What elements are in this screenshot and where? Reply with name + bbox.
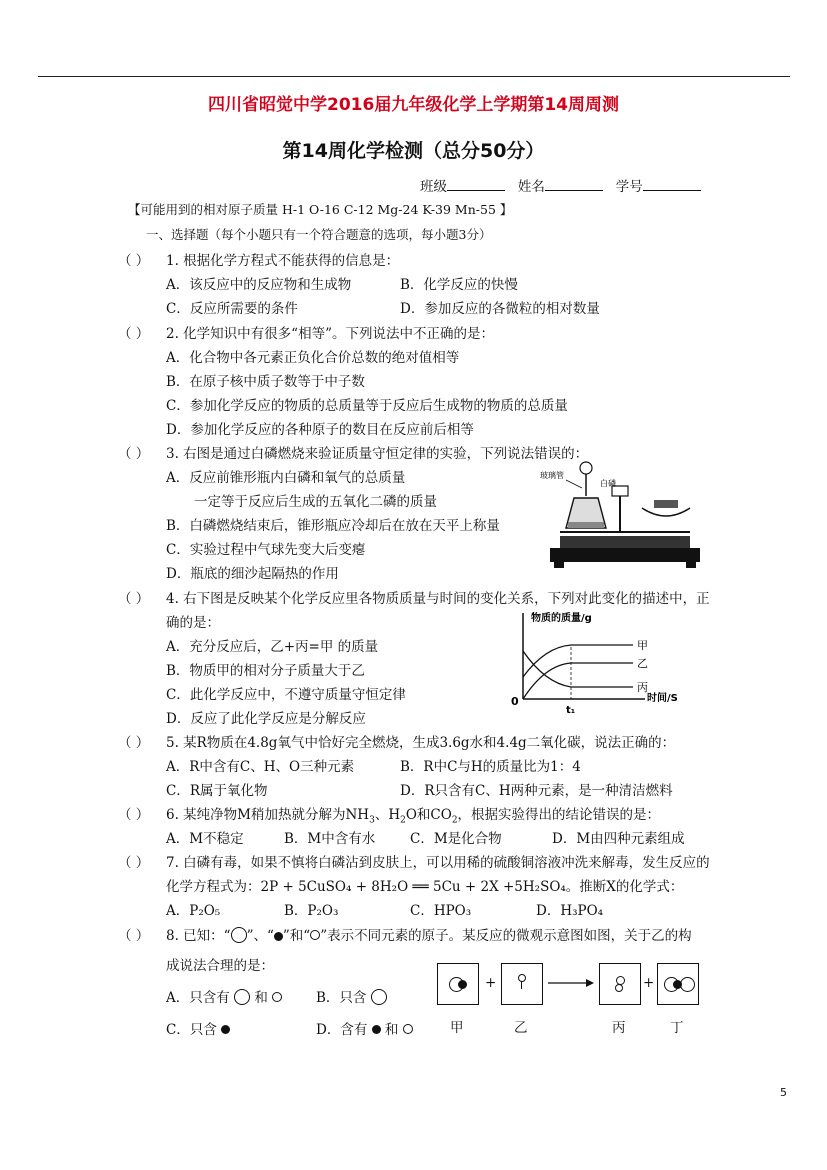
q8-option-c[interactable]: C．只含: [166, 1018, 230, 1038]
chart-legend-bing: 丙: [637, 681, 648, 694]
large-white-atom-icon: [680, 977, 695, 992]
answer-paren-q2[interactable]: （ ）: [118, 326, 150, 342]
q6-option-d[interactable]: D．M由四种元素组成: [552, 831, 685, 847]
answer-paren-q3[interactable]: （ ）: [118, 446, 150, 462]
q2-stem: 2. 化学知识中有很多“相等”。下列说法中不正确的是：: [166, 326, 494, 342]
atomic-masses: 【可能用到的相对原子质量 H-1 O-16 C-12 Mg-24 K-39 Mn-55 】: [128, 202, 513, 217]
chart-legend-yi: 乙: [637, 657, 648, 670]
q5-stem: 5. 某R物质在4.8g氧气中恰好完全燃烧，生成3.6g水和4.4g二氧化碳，说法正确的：: [166, 735, 676, 751]
top-rule: [38, 76, 790, 77]
q4-option-c[interactable]: C．此化学反应中，不遵守质量守恒定律: [166, 687, 406, 703]
box-bing: [599, 963, 641, 1005]
small-white-atom-icon: [403, 1024, 413, 1034]
chart-t1-label: t₁: [566, 705, 576, 716]
q2-option-a[interactable]: A．化合物中各元素正负化合价总数的绝对值相等: [166, 350, 460, 366]
box-ding: [657, 963, 699, 1005]
large-white-atom-icon: [371, 989, 387, 1005]
q5-option-c[interactable]: C．R属于氧化物: [166, 783, 268, 799]
q8-stem: [166, 924, 692, 944]
student-info-fields: [420, 175, 701, 195]
white-phosphorus-label: 白磷: [600, 479, 616, 488]
q2-option-c[interactable]: C．参加化学反应的物质的总质量等于反应后生成物的物质的总质量: [166, 398, 568, 414]
q4-option-d[interactable]: D．反应了此化学反应是分解反应: [166, 711, 366, 727]
small-white-atom-icon: [518, 974, 526, 982]
small-white-atom-icon: [615, 984, 623, 992]
name-label: 姓名: [517, 179, 545, 195]
q7-stem: 7. 白磷有毒，如果不慎将白磷沾到皮肤上，可以用稀的硫酸铜溶液冲洗来解毒，发生反应的: [166, 855, 710, 871]
q3-option-a-cont: 一定等于反应后生成的五氧化二磷的质量: [194, 494, 437, 510]
q4-stem-cont: 确的是：: [166, 615, 220, 631]
q7-option-d[interactable]: D．H₃PO₄: [536, 903, 604, 919]
reaction-arrow-icon: [548, 978, 594, 988]
q8-stem-sep1: ”、“: [246, 928, 274, 944]
label-jia: 甲: [450, 1020, 464, 1036]
q7-option-c[interactable]: C．HPO₃: [410, 903, 472, 919]
chart-legend-jia: 甲: [637, 639, 648, 652]
class-blank[interactable]: [447, 178, 505, 191]
answer-paren-q1[interactable]: （ ）: [118, 253, 150, 269]
q3-stem: 3. 右图是通过白磷燃烧来验证质量守恒定律的实验，下列说法错误的：: [166, 446, 589, 462]
q1-option-d[interactable]: D．参加反应的各微粒的相对数量: [400, 301, 600, 317]
chart-series-jia-line: [523, 645, 633, 677]
school-title: 四川省昭觉中学2016届九年级化学上学期第14周周测: [208, 95, 619, 115]
large-white-atom-icon: [231, 927, 247, 943]
plus-sign: +: [643, 975, 655, 991]
q8-stem-pre: 8. 已知：“: [166, 928, 231, 944]
q6-option-a[interactable]: A．M不稳定: [166, 831, 244, 847]
q3-option-c[interactable]: C．实验过程中气球先变大后变瘪: [166, 542, 366, 558]
number-label: 学号: [615, 179, 643, 195]
black-atom-icon: [274, 932, 283, 941]
q4-option-a[interactable]: A．充分反应后，乙+丙=甲 的质量: [166, 639, 379, 655]
answer-paren-q6[interactable]: （ ）: [118, 807, 150, 823]
q2-option-b[interactable]: B．在原子核中质子数等于中子数: [166, 374, 365, 390]
q6-stem-pre: 6. 某纯净物M稍加热就分解为NH: [166, 807, 370, 823]
q5-option-a[interactable]: A．R中含有C、H、O三种元素: [166, 759, 355, 775]
mass-time-chart: [505, 607, 705, 717]
q6-stem-mid1: 、H: [374, 807, 401, 823]
black-atom-icon: [458, 980, 467, 989]
q7-option-a[interactable]: A．P₂O₅: [166, 903, 221, 919]
small-white-atom-icon: [272, 992, 282, 1002]
q3-option-d[interactable]: D．瓶底的细沙起隔热的作用: [166, 566, 339, 582]
q8-option-b[interactable]: B．只含: [316, 986, 387, 1006]
number-blank[interactable]: [643, 178, 701, 191]
class-label: 班级: [420, 179, 447, 195]
answer-paren-q4[interactable]: （ ）: [118, 591, 150, 607]
q5-option-d[interactable]: D．R只含有C、H两种元素，是一种清洁燃料: [400, 783, 673, 799]
q8-option-d[interactable]: D．含有 和: [316, 1018, 413, 1038]
page-number: 5: [780, 1086, 787, 1099]
q3-option-a[interactable]: A．反应前锥形瓶内白磷和氧气的总质量: [166, 470, 406, 486]
q6-stem-post: ，根据实验得出的结论错误的是：: [457, 807, 661, 823]
q4-stem: 4. 右下图是反映某个化学反应里各物质质量与时间的变化关系，下列对此变化的描述中，正: [166, 591, 710, 607]
q6-stem-mid2: O和CO: [405, 807, 452, 823]
label-bing: 丙: [612, 1020, 626, 1036]
chart-xlabel: 时间/S: [647, 693, 678, 704]
q1-option-b[interactable]: B．化学反应的快慢: [400, 277, 518, 293]
large-white-atom-icon: [234, 989, 250, 1005]
q4-option-b[interactable]: B．物质甲的相对分子质量大于乙: [166, 663, 365, 679]
q2-option-d[interactable]: D．参加化学反应的各种原子的数目在反应前后相等: [166, 422, 474, 438]
answer-paren-q7[interactable]: （ ）: [118, 855, 150, 871]
q1-stem: 1. 根据化学方程式不能获得的信息是：: [166, 253, 400, 269]
answer-paren-q8[interactable]: （ ）: [118, 928, 150, 944]
answer-paren-q5[interactable]: （ ）: [118, 735, 150, 751]
label-ding: 丁: [670, 1020, 684, 1036]
q7-equation: 2P + 5CuSO₄ + 8H₂O ══ 5Cu + 2X +5H₂SO₄: [260, 879, 566, 895]
q7-stem-post: 。推断X的化学式：: [565, 879, 684, 895]
box-jia: [437, 963, 479, 1005]
label-yi: 乙: [514, 1020, 528, 1036]
small-white-atom-icon: [310, 930, 320, 940]
plus-sign: +: [485, 975, 497, 991]
q8-stem-post: ”表示不同元素的原子。某反应的微观示意图如图，关于乙的构: [320, 928, 692, 944]
chart-series-bing-line: [523, 651, 633, 687]
glass-tube-label: 玻璃管: [540, 471, 564, 480]
balance-apparatus-figure: [530, 456, 710, 576]
q1-option-c[interactable]: C．反应所需要的条件: [166, 301, 298, 317]
q1-option-a[interactable]: A．该反应中的反应物和生成物: [166, 277, 352, 293]
q7-stem-cont: [166, 875, 683, 895]
section-title: 一、选择题（每个小题只有一个符合题意的选项，每小题3分）: [146, 227, 492, 242]
chart-origin-label: 0: [511, 695, 519, 708]
q8-stem-sep2: ”和“: [282, 928, 311, 944]
chart-ylabel: 物质的质量/g: [531, 613, 592, 624]
q3-option-b[interactable]: B．白磷燃烧结束后，锥形瓶应冷却后在放在天平上称量: [166, 518, 500, 534]
black-atom-icon: [221, 1025, 230, 1034]
chart-series-yi-line: [523, 663, 633, 699]
exam-title: 第14周化学检测（总分50分）: [282, 140, 545, 162]
q8-stem-cont: 成说法合理的是：: [166, 958, 274, 974]
q7-stem-pre: 化学方程式为：: [166, 879, 261, 895]
black-atom-icon: [372, 1025, 381, 1034]
q8-option-a[interactable]: A．只含有 和: [166, 986, 282, 1006]
q6-stem: 6. 某纯净物M稍加热就分解为$NH_3$、$H_2O$和$CO_2$，根据实验得出的结论错误的是：: [166, 807, 661, 826]
q5-option-b[interactable]: B．R中C与H的质量比为1：4: [400, 759, 581, 775]
box-yi: [501, 963, 543, 1005]
name-blank[interactable]: [545, 178, 603, 191]
q6-option-b[interactable]: B．M中含有水: [284, 831, 376, 847]
q7-option-b[interactable]: B．P₂O₃: [284, 903, 339, 919]
q6-option-c[interactable]: C．M是化合物: [410, 831, 502, 847]
